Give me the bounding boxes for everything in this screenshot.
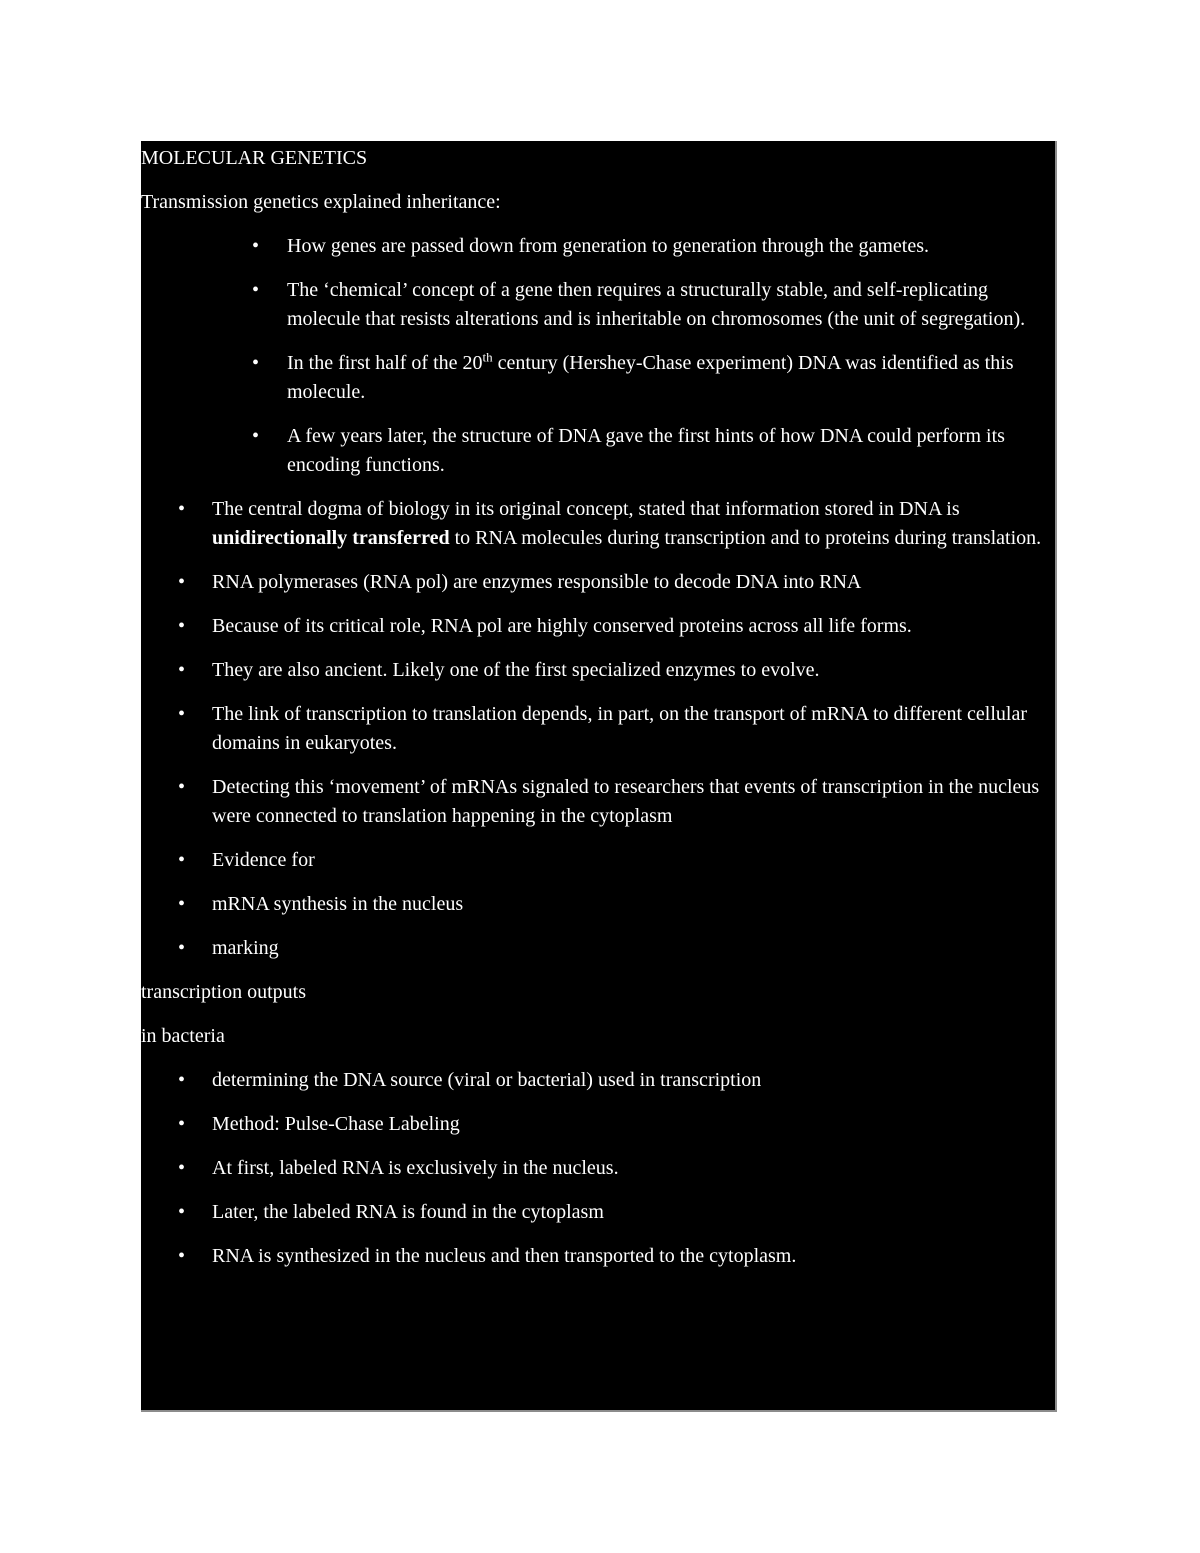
text-run: A few years later, the structure of DNA gave the first hints of how DNA could perform its encoding functions. (287, 425, 1005, 476)
bullet-item (141, 934, 1047, 963)
bold-text: unidirectionally transferred (212, 527, 450, 549)
bullet-marker: • (252, 235, 260, 257)
bullet-item (141, 1066, 1047, 1095)
bullet-item (141, 422, 1047, 480)
bullet-marker: • (178, 659, 186, 681)
bullet-marker: • (178, 1069, 186, 1091)
text-run: determining the DNA source (viral or bacterial) used in transcription (212, 1069, 762, 1091)
text-run: The ‘chemical’ concept of a gene then requires a structurally stable, and self-replicating molecule that resists alterations and is inheritable on chromosomes (the unit of segregation). (287, 279, 1026, 330)
bullet-marker: • (178, 937, 186, 959)
bullet-marker: • (252, 279, 260, 301)
bullet-marker: • (178, 893, 186, 915)
superscript-text: th (482, 349, 493, 365)
bullet-item (141, 1154, 1047, 1183)
document-title (141, 144, 1047, 173)
bullet-item (141, 232, 1047, 261)
bullet-marker: • (252, 425, 260, 447)
bullet-marker: • (178, 1245, 186, 1267)
text-run: Evidence for (212, 849, 315, 871)
text-run: The link of transcription to translation depends, in part, on the transport of mRNA to different cellular domains in eukaryotes. (212, 703, 1027, 754)
text-run: In the first half of the 20 (287, 352, 483, 374)
bullet-marker: • (178, 776, 186, 798)
text-run: Because of its critical role, RNA pol are highly conserved proteins across all life forms. (212, 615, 912, 637)
text-run: marking (212, 937, 279, 959)
text-run: Later, the labeled RNA is found in the cytoplasm (212, 1201, 604, 1223)
text-run: in bacteria (141, 1025, 225, 1047)
text-run: Method: Pulse-Chase Labeling (212, 1113, 460, 1135)
text-run: transcription outputs (141, 981, 306, 1003)
bullet-marker: • (178, 615, 186, 637)
bullet-item (141, 568, 1047, 597)
text-run: to RNA molecules during transcription and to proteins during translation. (449, 527, 1042, 549)
bullet-item (141, 1110, 1047, 1139)
bullet-marker: • (252, 352, 260, 374)
bullet-marker: • (178, 1157, 186, 1179)
text-run: Transmission genetics explained inheritance: (141, 191, 501, 213)
text-run: Detecting this ‘movement’ of mRNAs signaled to researchers that events of transcription in the nucleus were connected to translation happening in the cytoplasm (212, 776, 1040, 827)
bullet-item (141, 846, 1047, 875)
bullet-item (141, 700, 1047, 758)
text-run: At first, labeled RNA is exclusively in the nucleus. (212, 1157, 619, 1179)
bullet-item (141, 890, 1047, 919)
bullet-item (141, 1242, 1047, 1271)
bullet-item (141, 1198, 1047, 1227)
paragraph (141, 1022, 1047, 1051)
bullet-item (141, 612, 1047, 641)
intro-line (141, 188, 1047, 217)
bullet-item (141, 773, 1047, 831)
bullet-item (141, 276, 1047, 334)
bullet-item (141, 349, 1047, 407)
bullet-marker: • (178, 1113, 186, 1135)
paragraph (141, 978, 1047, 1007)
bullet-marker: • (178, 849, 186, 871)
bullet-item (141, 656, 1047, 685)
bullet-marker: • (178, 498, 186, 520)
text-run: century (Hershey-Chase experiment) DNA was identified as this molecule. (287, 352, 1014, 403)
text-run: RNA is synthesized in the nucleus and then transported to the cytoplasm. (212, 1245, 797, 1267)
text-run: MOLECULAR GENETICS (141, 147, 368, 169)
bullet-item (141, 495, 1047, 553)
text-run: How genes are passed down from generation to generation through the gametes. (287, 235, 930, 257)
bullet-marker: • (178, 703, 186, 725)
document-canvas (141, 141, 1057, 1412)
bullet-marker: • (178, 1201, 186, 1223)
text-run: mRNA synthesis in the nucleus (212, 893, 464, 915)
text-run: They are also ancient. Likely one of the first specialized enzymes to evolve. (212, 659, 820, 681)
text-run: The central dogma of biology in its original concept, stated that information stored in DNA is (212, 498, 960, 520)
bullet-marker: • (178, 571, 186, 593)
text-run: RNA polymerases (RNA pol) are enzymes responsible to decode DNA into RNA (212, 571, 862, 593)
